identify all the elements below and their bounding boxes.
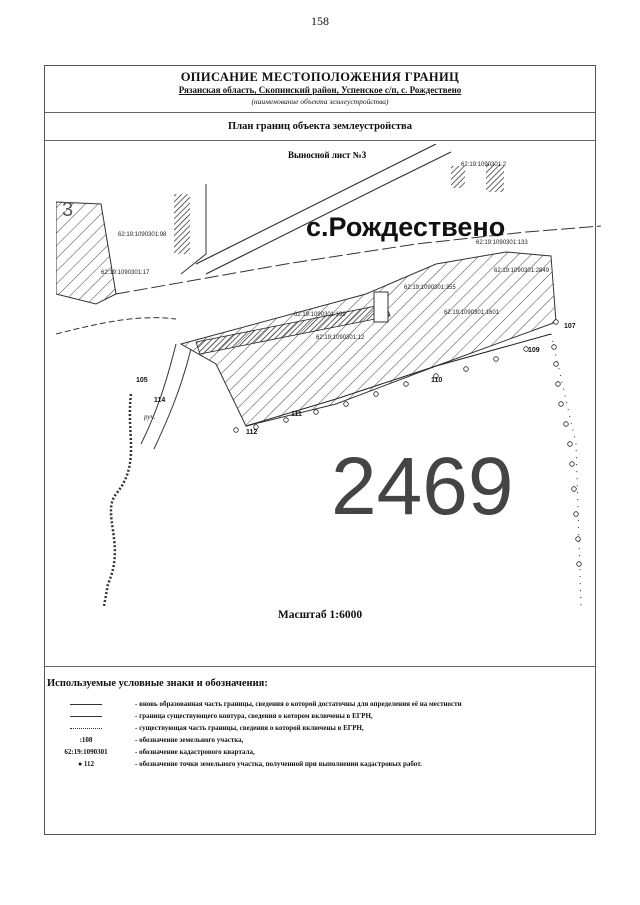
cadastral-label: 62:19:1090301:355: [404, 285, 456, 291]
legend-row: [47, 710, 593, 722]
point-label: 110: [431, 377, 443, 384]
point-label: 105: [136, 377, 148, 384]
legend-symbol: :108: [79, 736, 93, 744]
cadastral-label: 62:19:1090301:12: [316, 335, 365, 341]
cadastral-label: 62:19:1090301:2849: [494, 268, 550, 274]
settlement-label: с.Рождествено: [306, 212, 506, 242]
sheet-label: Выносной лист №3: [288, 150, 367, 160]
legend-divider: [45, 666, 595, 667]
parcel-building-b: [486, 164, 504, 192]
stream-label: руч.: [144, 413, 156, 421]
legend-desc: - существующая часть границы, сведения о которой включены в ЕГРН,: [135, 724, 364, 732]
cadastral-label: 62:19:1090301:199: [294, 312, 346, 318]
point-label: 111: [291, 411, 302, 418]
legend-symbol: [47, 710, 125, 722]
legend-symbol: [47, 722, 125, 734]
contour-line: [56, 318, 176, 334]
parcel-building-c: [374, 292, 388, 322]
side-number: 3: [62, 199, 74, 221]
boundary-plan-map: [56, 144, 601, 606]
legend-row: [47, 746, 593, 758]
point-label: 114: [154, 397, 166, 404]
legend-desc: - обозначение точки земельного участка, полученной при выполнении кадастровых работ.: [135, 760, 422, 768]
road-line: [141, 344, 176, 444]
plan-heading: План границ объекта землеустройства: [228, 121, 412, 132]
legend-desc: - граница существующего контура, сведения о котором включены в ЕГРН,: [135, 712, 373, 720]
parcel-building-a: [451, 166, 465, 188]
legend-desc: - обозначение кадастрового квартала,: [135, 748, 255, 756]
solid-line-symbol: [70, 704, 102, 705]
cadastral-label: 62:19:1090301:133: [476, 240, 528, 246]
stream-line: [104, 394, 131, 606]
cadastral-label: 62:19:1090301:98: [118, 232, 167, 238]
document-title: ОПИСАНИЕ МЕСТОПОЛОЖЕНИЯ ГРАНИЦ: [180, 70, 460, 84]
map-svg: [56, 144, 601, 606]
scale-label: Масштаб 1:6000: [277, 609, 363, 621]
point-label: 109: [528, 347, 540, 354]
legend-symbol: 62:19:1090301: [64, 748, 108, 756]
object-caption: (наименование объекта землеустройства): [251, 97, 389, 106]
legend-row: [47, 722, 593, 734]
legend-symbol: [47, 698, 125, 710]
point-label: 112: [246, 429, 258, 436]
legend-row: [47, 758, 593, 770]
cadastral-label: 62:19:1090301:2: [461, 162, 507, 168]
plan-divider: [45, 140, 595, 141]
legend-desc: - обозначение земельного участка,: [135, 736, 244, 744]
new-boundary: [551, 334, 581, 606]
dotted-line-symbol: [70, 728, 102, 729]
header-divider: [45, 112, 595, 113]
location-subtitle: Рязанская область, Скопинский район, Успенское с/п, с. Рождествено: [178, 85, 462, 95]
legend-row: [47, 698, 593, 710]
cadastral-label: 62:19:1090301:1601: [444, 310, 500, 316]
legend-desc: - вновь образованная часть границы, сведения о которой достаточны для определения её на местности: [135, 700, 462, 708]
legend-title: Используемые условные знаки и обозначения:: [47, 678, 268, 689]
page-number: 158: [311, 14, 329, 28]
cadastral-label: 62:19:1090301:17: [101, 270, 150, 276]
big-number: 2469: [331, 441, 514, 532]
legend-symbol: ● 112: [77, 760, 95, 768]
legend-row: [47, 734, 593, 746]
legend: [47, 698, 593, 770]
point-label: 107: [564, 323, 576, 330]
solid-line-symbol: [70, 716, 102, 717]
parcel-small-block: [174, 194, 190, 254]
